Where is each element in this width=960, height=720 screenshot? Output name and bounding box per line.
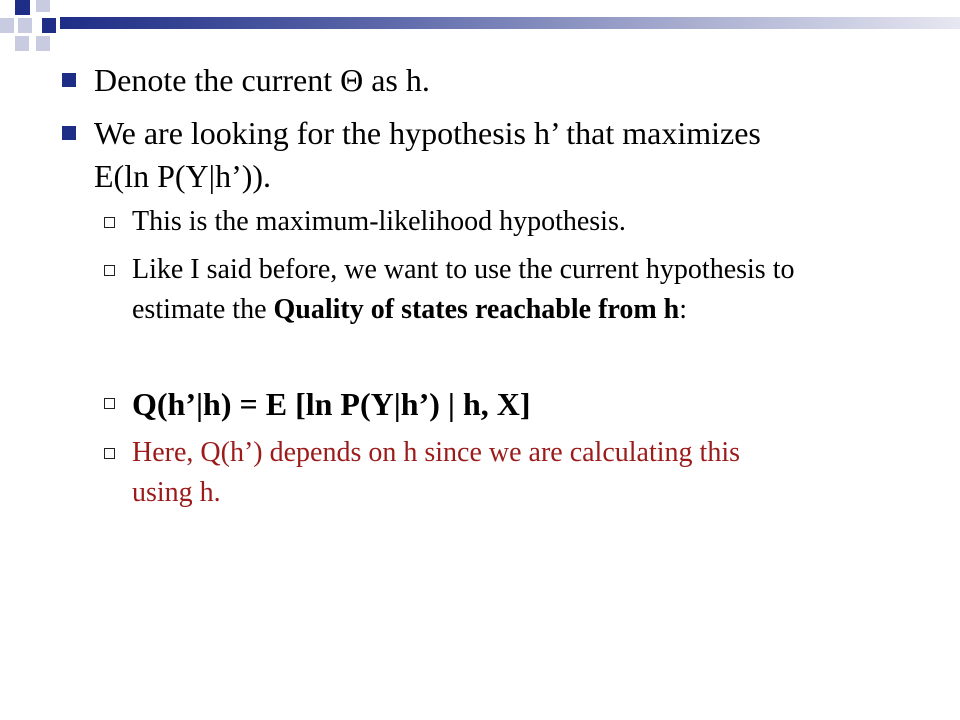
bullet-text-line-1: We are looking for the hypothesis h’ that maximizes: [94, 115, 761, 151]
bullet-text-line-2: E(ln P(Y|h’)).: [94, 158, 272, 194]
sub-bullet-text-prefix: estimate the: [132, 294, 274, 325]
sub-bullet-text-line-2: [132, 294, 687, 326]
sub-bullet-text-line-1: Like I said before, we want to use the current hypothesis to: [132, 254, 795, 285]
sub-bullet-text-bold: Quality of states reachable from h: [273, 294, 680, 325]
sub-bullet-red-text-line-2: using h.: [132, 477, 221, 508]
sub-bullet-icon: [104, 448, 115, 459]
sub-bullet-red-text-line-1: Here, Q(h’) depends on h since we are calculating this: [132, 437, 740, 468]
bullet-text: Denote the current Θ as h.: [94, 62, 430, 98]
sub-bullet-text-suffix: :: [679, 294, 687, 325]
bullet-icon: [62, 126, 76, 140]
sub-bullet-icon: [104, 265, 115, 276]
formula-text: Q(h’|h) = E [ln P(Y|h’) | h, X]: [132, 386, 531, 422]
bullet-icon: [62, 73, 76, 87]
sub-bullet-icon: [104, 398, 115, 409]
sub-bullet-text: This is the maximum-likelihood hypothesis.: [132, 206, 626, 237]
sub-bullet-icon: [104, 217, 115, 228]
